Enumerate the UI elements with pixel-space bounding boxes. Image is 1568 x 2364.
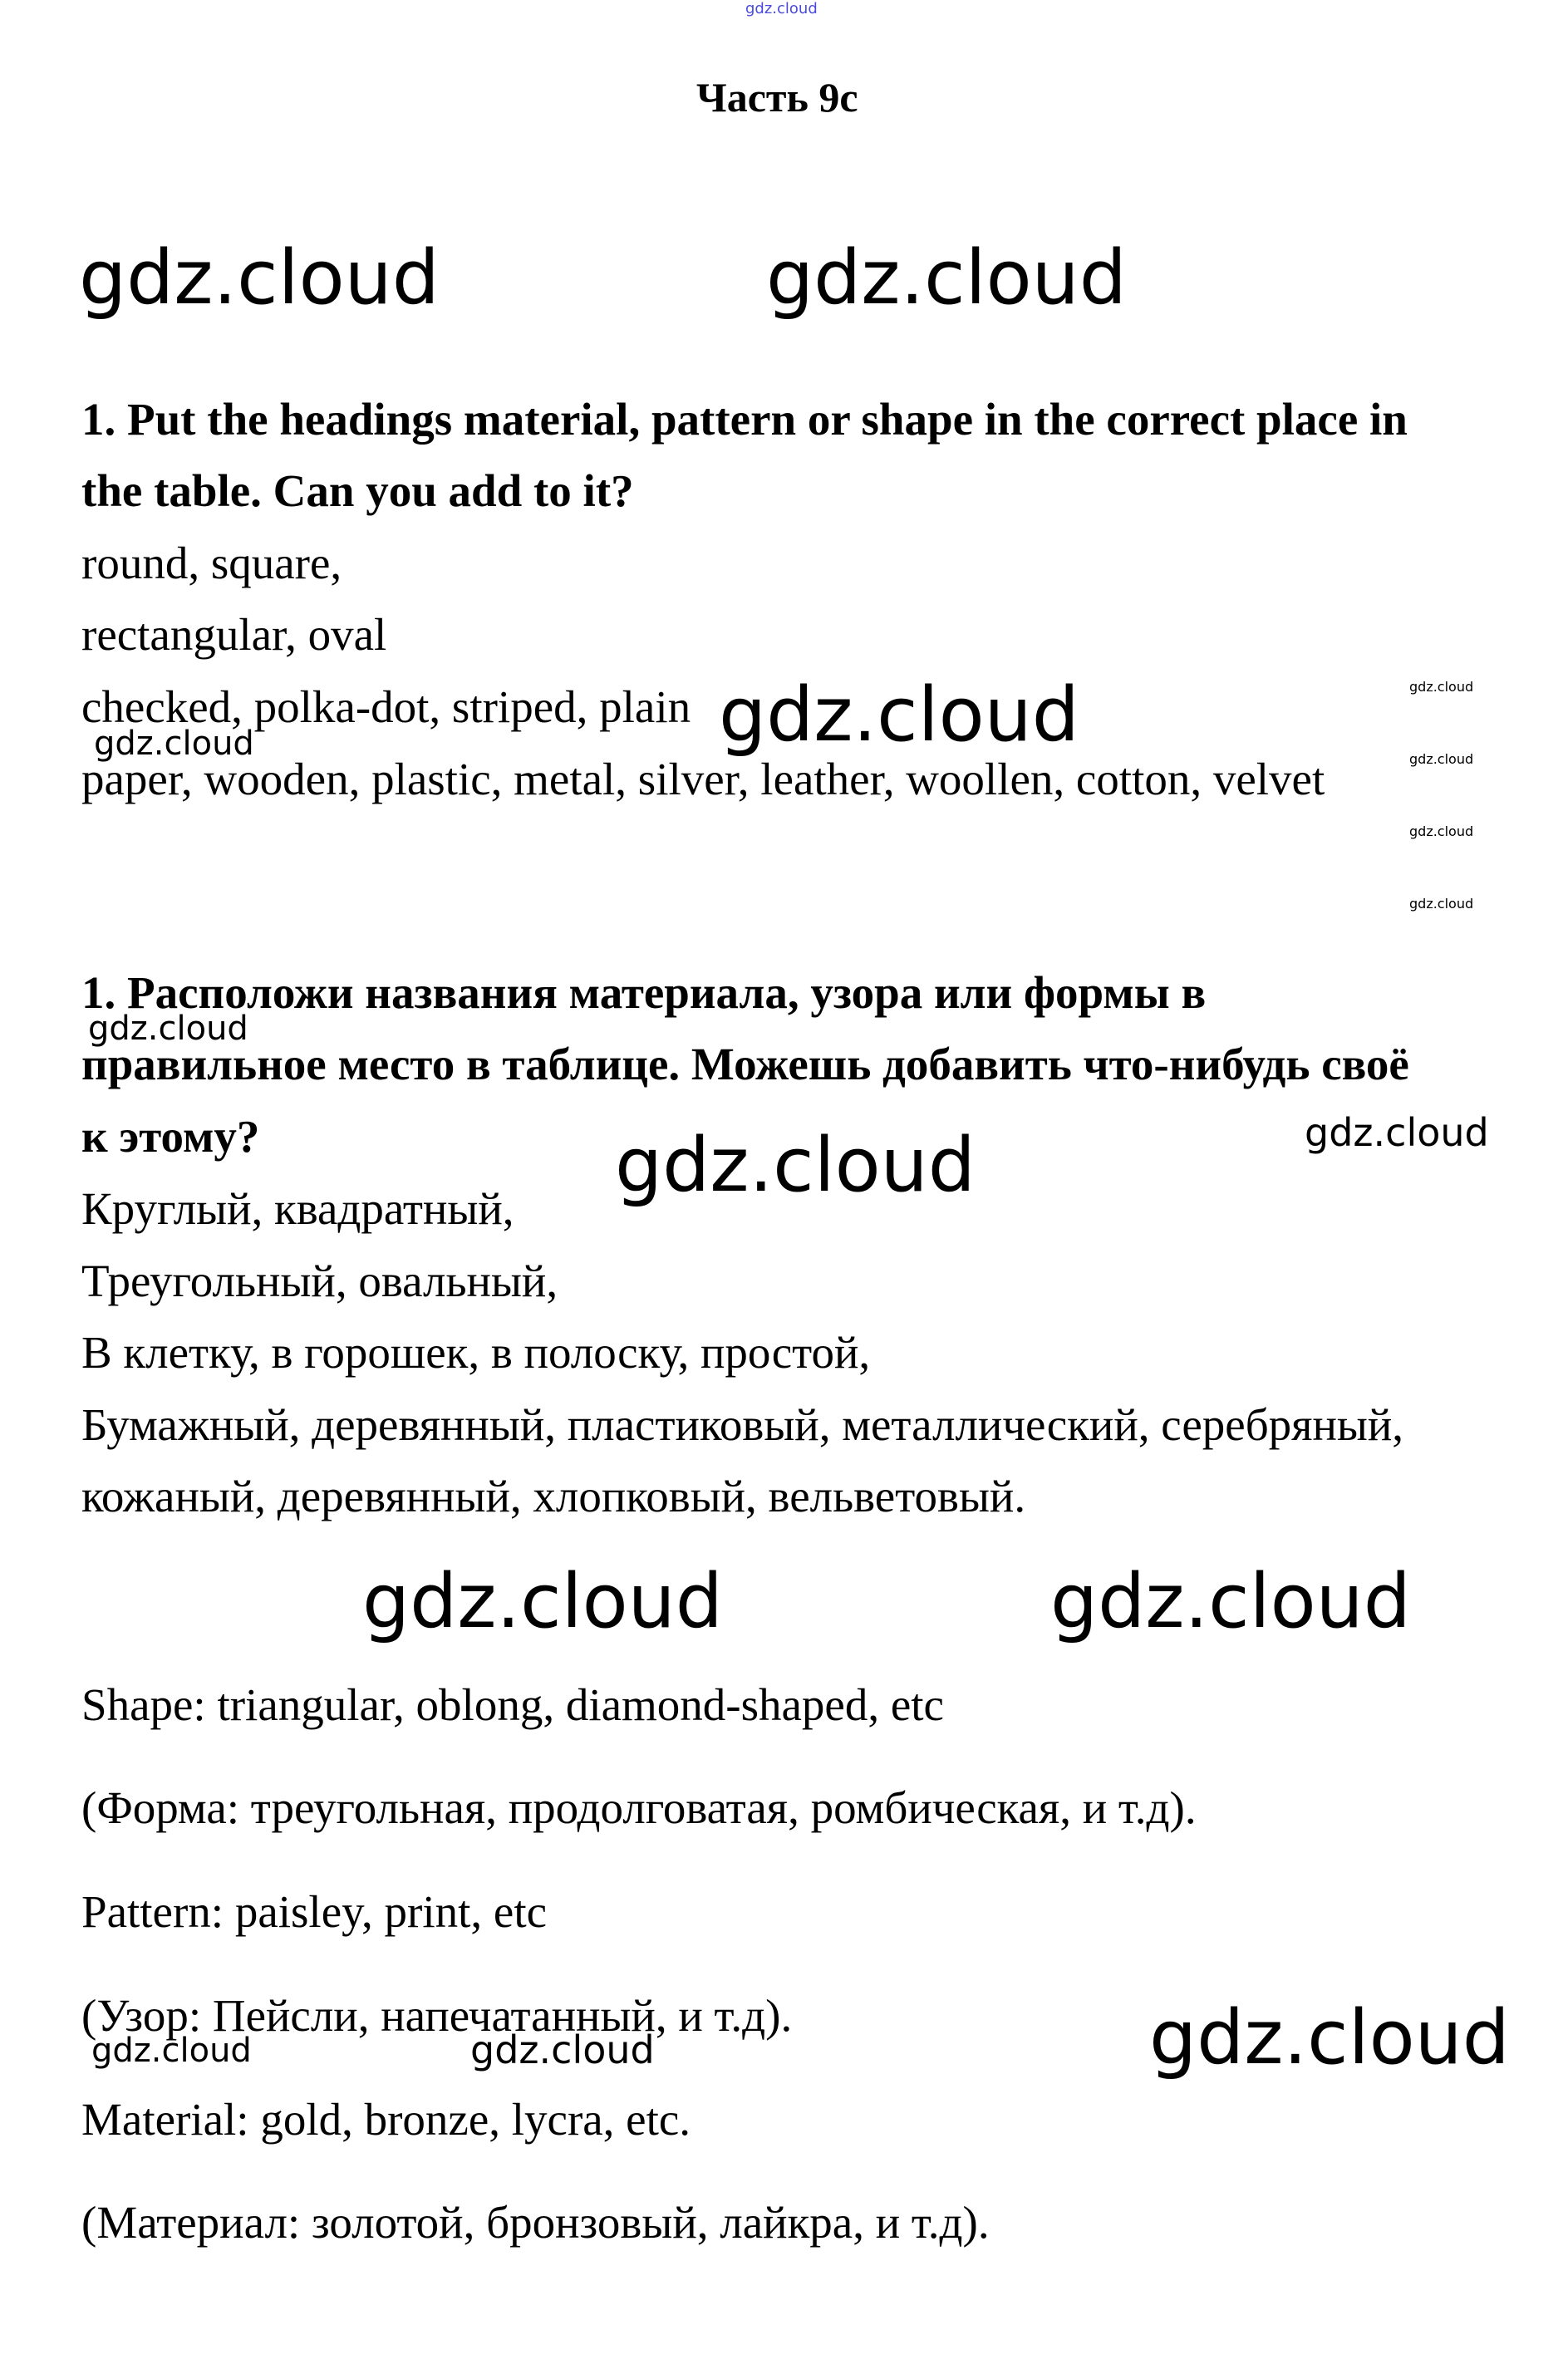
watermark: gdz.cloud [362,1558,723,1645]
watermark: gdz.cloud [94,725,254,763]
answer-material-ru: (Материал: золотой, бронзовый, лайкра, и т.д). [81,2197,990,2248]
watermark: gdz.cloud [1305,1110,1489,1155]
answer-pattern-ru: (Узор: Пейсли, напечатанный, и т.д). [81,1990,793,2041]
watermark: gdz.cloud [91,2032,252,2070]
task-en-line: paper, wooden, plastic, metal, silver, leather, woollen, cotton, velvet [81,754,1325,804]
watermark: gdz.cloud [1409,823,1474,839]
watermark: gdz.cloud [88,1010,248,1048]
watermark: gdz.cloud [1409,679,1474,695]
watermark: gdz.cloud [79,234,440,322]
task-en-line: checked, polka-dot, striped, plain [81,681,691,732]
task-en-heading-line2: the table. Can you add to it? [81,465,634,516]
task-ru-line: В клетку, в горошек, в полоску, простой, [81,1327,871,1378]
watermark: gdz.cloud [470,2027,655,2072]
answer-pattern: Pattern: paisley, print, etc [81,1886,548,1937]
task-ru-line: Треугольный, овальный, [81,1256,558,1306]
page-title: Часть 9с [696,74,858,120]
top-watermark: gdz.cloud [745,0,818,17]
watermark: gdz.cloud [1409,896,1474,912]
task-ru-line: Круглый, квадратный, [81,1183,514,1234]
watermark: gdz.cloud [615,1122,976,1209]
answer-material: Material: gold, bronze, lycra, etc. [81,2094,691,2145]
watermark: gdz.cloud [1409,751,1474,767]
answer-shape: Shape: triangular, oblong, diamond-shaped, etc [81,1679,944,1730]
task-ru-heading-line3: к этому? [81,1111,260,1162]
task-ru-line: кожаный, деревянный, хлопковый, вельветовый. [81,1471,1026,1521]
watermark: gdz.cloud [1050,1558,1411,1645]
watermark: gdz.cloud [1149,1994,1510,2081]
watermark: gdz.cloud [719,671,1079,759]
task-en-line: round, square, [81,538,342,588]
task-ru-heading-line2: правильное место в таблице. Можешь добавить что-нибудь своё [81,1039,1409,1089]
task-ru-heading-line1: 1. Расположи названия материала, узора или формы в [81,967,1207,1018]
task-ru-line: Бумажный, деревянный, пластиковый, металлический, серебряный, [81,1399,1404,1450]
watermark: gdz.cloud [766,234,1127,322]
task-en-line: rectangular, oval [81,609,387,660]
answer-shape-ru: (Форма: треугольная, продолговатая, ромбическая, и т.д). [81,1782,1197,1833]
task-en-heading-line1: 1. Put the headings material, pattern or shape in the correct place in [81,394,1408,445]
